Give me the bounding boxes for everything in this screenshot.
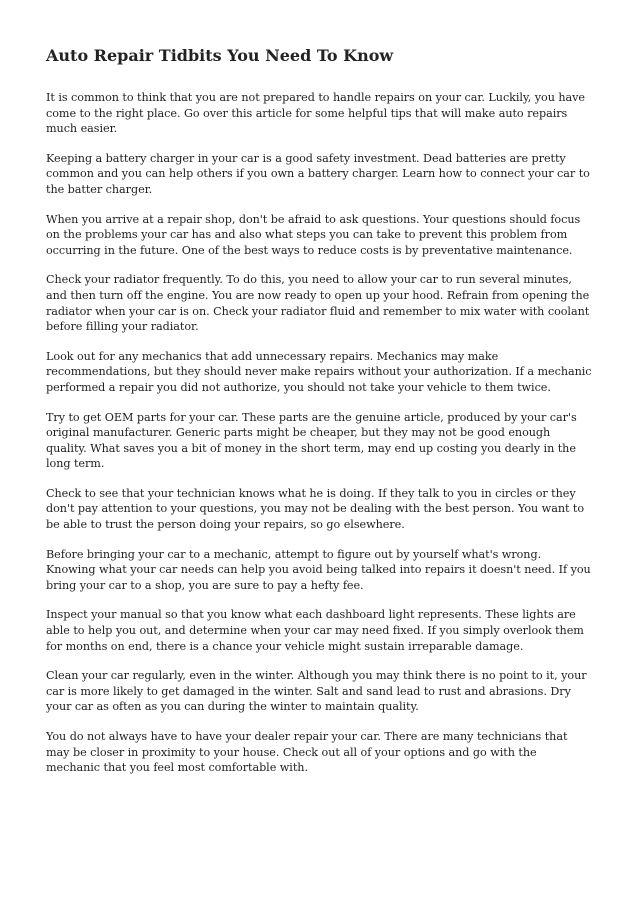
paragraph-unnecessary-repairs: Look out for any mechanics that add unnecessary repairs. Mechanics may make recommendations, but they should never make repairs without your authorization. If a mechanic performed a repair you did not authorize, you should not take your vehicle to them twice. <box>46 349 592 394</box>
paragraph-dashboard-lights: Inspect your manual so that you know what each dashboard light represents. These lights are able to help you out, and determine when your car may need fixed. If you simply overlook them for months on end, there is a chance your vehicle might sustain irreparable damage. <box>46 608 584 653</box>
paragraph-ask-questions: When you arrive at a repair shop, don't be afraid to ask questions. Your questions should focus on the problems your car has and also what steps you can take to prevent this problem from occurring in the future. One of the best ways to reduce costs is by preventative maintenance. <box>46 212 581 257</box>
paragraph-intro: It is common to think that you are not prepared to handle repairs on your car. Luckily, you have come to the right place. Go over this article for some helpful tips that will make auto repairs much easier. <box>46 91 585 136</box>
document-body <box>46 46 594 790</box>
paragraph-battery-charger: Keeping a battery charger in your car is a good safety investment. Dead batteries are pretty common and you can help others if you own a battery charger. Learn how to connect your car to the batter charger. <box>46 151 590 196</box>
paragraph-radiator: Check your radiator frequently. To do this, you need to allow your car to run several minutes, and then turn off the engine. You are now ready to open up your hood. Refrain from opening the radiator when your car is on. Check your radiator fluid and remember to mix water with coolant before filling your radiator. <box>46 273 590 334</box>
paragraph-oem-parts: Try to get OEM parts for your car. These parts are the genuine article, produced by your car's original manufacturer. Generic parts might be cheaper, but they may not be good enough quality. What saves you a bit of money in the short term, may end up costing you dearly in the long term. <box>46 410 577 471</box>
document-title: Auto Repair Tidbits You Need To Know <box>46 46 394 65</box>
paragraph-technician: Check to see that your technician knows what he is doing. If they talk to you in circles or they don't pay attention to your questions, you may not be dealing with the best person. You want to be able to trust the person doing your repairs, so go elsewhere. <box>46 486 585 532</box>
paragraph-clean-car: Clean your car regularly, even in the winter. Although you may think there is no point to it, your car is more likely to get damaged in the winter. Salt and sand lead to rust and abrasions. Dry your car as often as you can during the winter to maintain quality. <box>46 669 587 714</box>
paragraph-dealer-repair: You do not always have to have your dealer repair your car. There are many technicians that may be closer in proximity to your house. Check out all of your options and go with the mechanic that you feel most comfortable with. <box>46 730 568 775</box>
paragraph-diagnose-first: Before bringing your car to a mechanic, attempt to figure out by yourself what's wrong. Knowing what your car needs can help you avoid being talked into repairs it doesn't need. If you bring your car to a shop, you are sure to pay a hefty fee. <box>46 547 591 592</box>
